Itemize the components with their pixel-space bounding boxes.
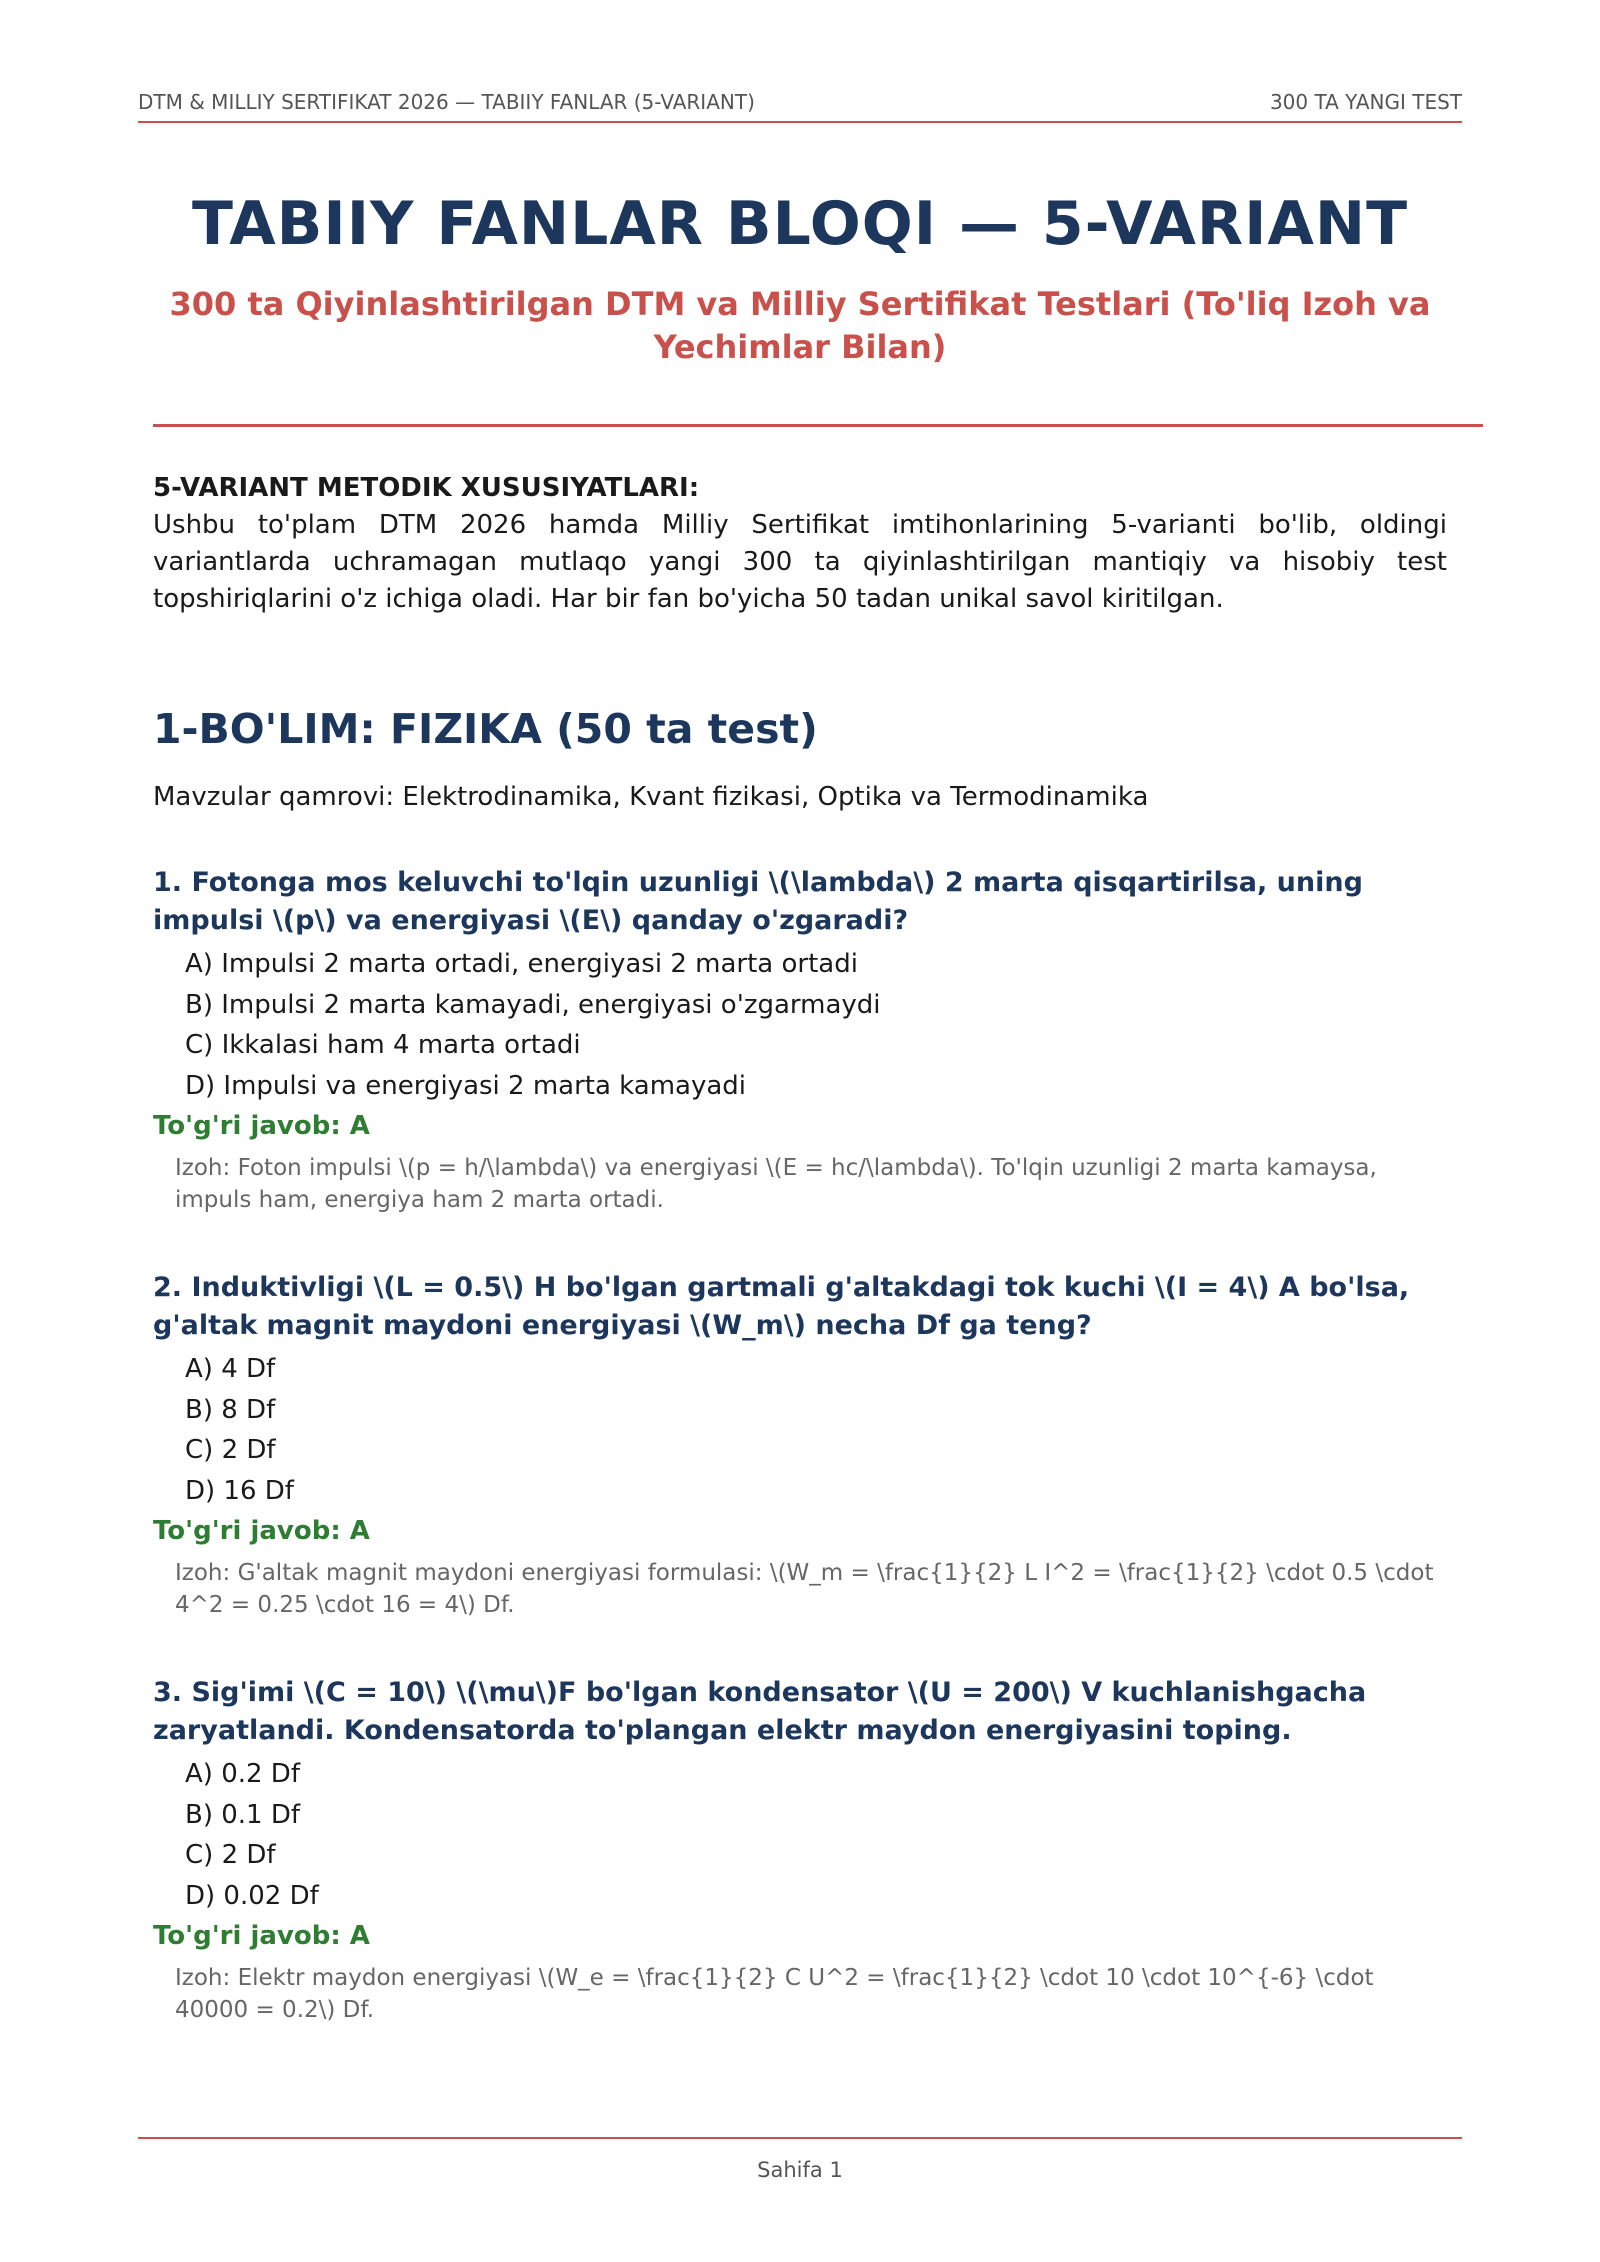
section-heading: 1-BO'LIM: FIZIKA (50 ta test) <box>153 705 818 753</box>
answer-option: B) 8 Df <box>185 1394 276 1425</box>
answer-option: A) 4 Df <box>185 1354 276 1384</box>
page-footer <box>138 2137 1462 2182</box>
answer-option: D) 16 Df <box>185 1475 294 1506</box>
answer-option: D) 0.02 Df <box>185 1880 319 1911</box>
correct-answer: To'g'ri javob: A <box>153 1516 370 1546</box>
document-subtitle: 300 ta Qiyinlashtirilgan DTM va Milliy Sertifikat Testlari (To'liq Izoh va Yechimlar Bilan) <box>169 285 1431 366</box>
answer-option: C) Ikkalasi ham 4 marta ortadi <box>185 1030 581 1060</box>
section-topics: Mavzular qamrovi: Elektrodinamika, Kvant fizikasi, Optika va Termodinamika <box>153 782 1149 812</box>
explanation-note: Izoh: G'altak magnit maydoni energiyasi formulasi: \(W_m = \frac{1}{2} L I^2 = \frac{1}{2} \cdot 0.5 \cdot 4^2 = 0.25 \cdot 16 = 4\) Df. <box>175 1560 1434 1618</box>
answer-options <box>185 1349 1450 1511</box>
intro-heading: 5-VARIANT METODIK XUSUSIYATLARI: <box>153 473 700 503</box>
answer-options <box>185 1754 1450 1916</box>
answer-option: C) 2 Df <box>185 1435 276 1465</box>
correct-answer: To'g'ri javob: A <box>153 1111 370 1141</box>
title-divider <box>153 424 1483 427</box>
question-text: 2. Induktivligi \(L = 0.5\) H bo'lgan gartmali g'altakdagi tok kuchi \(I = 4\) A bo'lsa, g'altak magnit maydoni energiyasi \(W_m\) necha Df ga teng? <box>153 1272 1410 1341</box>
question-item <box>153 864 1450 1216</box>
answer-option: A) 0.2 Df <box>185 1759 300 1789</box>
correct-answer: To'g'ri javob: A <box>153 1921 370 1951</box>
question-item <box>153 1269 1450 1621</box>
header-right-text: 300 TA YANGI TEST <box>1269 90 1462 114</box>
answer-option: B) Impulsi 2 marta kamayadi, energiyasi o'zgarmaydi <box>185 989 881 1020</box>
intro-paragraph: Ushbu to'plam DTM 2026 hamda Milliy Sertifikat imtihonlarining 5-varianti bo'lib, oldingi variantlarda uchramagan mutlaqo yangi 300 ta qiyinlashtirilgan mantiqiy va hisobiy test topshiriqlarini o'z ichiga oladi. Har bir fan bo'yicha 50 tadan unikal savol kiritilgan. <box>153 510 1447 614</box>
intro-block <box>153 470 1447 618</box>
answer-option: B) 0.1 Df <box>185 1799 301 1830</box>
question-item <box>153 1674 1450 2026</box>
question-list <box>153 864 1450 2079</box>
question-text: 3. Sig'imi \(C = 10\) \(\mu\)F bo'lgan kondensator \(U = 200\) V kuchlanishgacha zaryatlandi. Kondensatorda to'plangan elektr maydon energiyasini toping. <box>153 1677 1367 1746</box>
question-text: 1. Fotonga mos keluvchi to'lqin uzunligi \(\lambda\) 2 marta qisqartirilsa, uning impulsi \(p\) va energiyasi \(E\) qanday o'zgaradi? <box>153 867 1363 936</box>
answer-option: A) Impulsi 2 marta ortadi, energiyasi 2 marta ortadi <box>185 949 858 979</box>
explanation-note: Izoh: Elektr maydon energiyasi \(W_e = \frac{1}{2} C U^2 = \frac{1}{2} \cdot 10 \cdot 10^{-6} \cdot 40000 = 0.2\) Df. <box>175 1965 1374 2023</box>
answer-options <box>185 944 1450 1106</box>
page-header <box>138 88 1462 123</box>
answer-option: C) 2 Df <box>185 1840 276 1870</box>
header-left-text: DTM & MILLIY SERTIFIKAT 2026 — TABIIY FANLAR (5-VARIANT) <box>138 90 755 114</box>
explanation-note: Izoh: Foton impulsi \(p = h/\lambda\) va energiyasi \(E = hc/\lambda\). To'lqin uzunligi 2 marta kamaysa, impuls ham, energiya ham 2 marta ortadi. <box>175 1155 1377 1213</box>
answer-option: D) Impulsi va energiyasi 2 marta kamayadi <box>185 1070 747 1101</box>
page-number: Sahifa 1 <box>757 2158 843 2182</box>
document-title: TABIIY FANLAR BLOQI — 5-VARIANT <box>191 189 1409 259</box>
